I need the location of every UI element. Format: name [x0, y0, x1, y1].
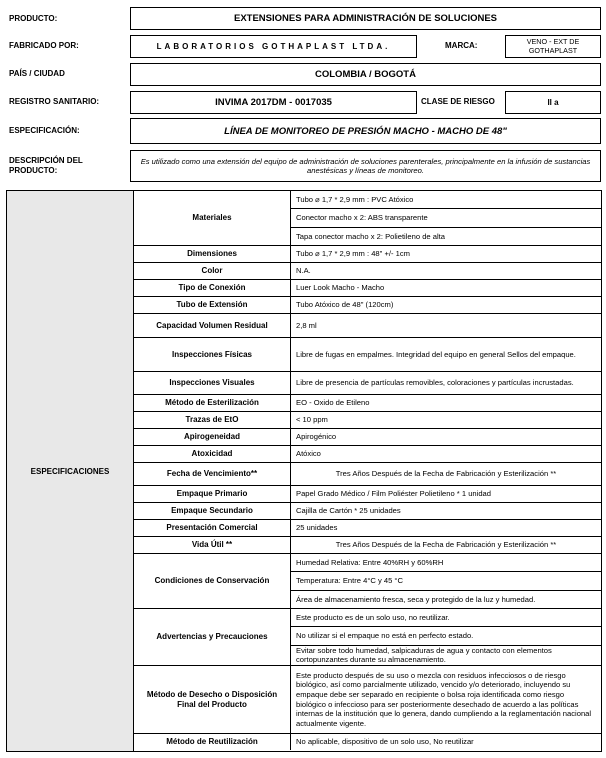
- spec-row-name: Advertencias y Precauciones: [134, 609, 291, 665]
- clase-label: CLASE DE RIESGO: [421, 97, 495, 106]
- spec-value: 2,8 ml: [296, 320, 317, 330]
- spec-row: [134, 666, 601, 734]
- spec-row-name: Vida Útil **: [134, 537, 291, 553]
- descripcion-value: Es utilizado como una extensión del equipo de administración de soluciones parenterales, principalmente en la infusión de sustancias anestésicas y líneas de monitoreo.: [130, 150, 601, 182]
- spec-row: [134, 503, 601, 520]
- spec-value: 25 unidades: [296, 523, 338, 533]
- spec-value: Luer Look Macho - Macho: [296, 283, 385, 293]
- spec-value: Atóxico: [296, 449, 321, 459]
- spec-row-values: [291, 338, 601, 371]
- spec-row-values: [291, 503, 601, 519]
- spec-row-name: Fecha de Vencimiento**: [134, 463, 291, 485]
- marca-value: VENO - EXT DE GOTHAPLAST: [505, 35, 601, 58]
- registro-value: INVIMA 2017DM - 0017035: [130, 91, 417, 114]
- spec-row-name: Empaque Primario: [134, 486, 291, 502]
- specifications-section-label: ESPECIFICACIONES: [7, 191, 134, 751]
- spec-row-name: Inspecciones Visuales: [134, 372, 291, 394]
- spec-row-values: [291, 280, 601, 296]
- descripcion-label: DESCRIPCIÓN DEL PRODUCTO:: [9, 156, 83, 175]
- spec-row-values: [291, 372, 601, 394]
- spec-value: < 10 ppm: [296, 415, 328, 425]
- spec-value: EO - Oxido de Etileno: [296, 398, 370, 408]
- spec-row: [134, 734, 601, 750]
- spec-row-values: [291, 191, 601, 245]
- spec-row-values: [291, 537, 601, 553]
- spec-value: Tubo ⌀ 1,7 * 2,9 mm : PVC Atóxico: [291, 191, 601, 209]
- spec-value: Apirogénico: [296, 432, 337, 442]
- spec-row: [134, 412, 601, 429]
- spec-row: [134, 395, 601, 412]
- spec-row-name: Método de Esterilización: [134, 395, 291, 411]
- spec-row-name: Presentación Comercial: [134, 520, 291, 536]
- spec-value: Conector macho x 2: ABS transparente: [291, 209, 601, 227]
- especificacion-value: LÍNEA DE MONITOREO DE PRESIÓN MACHO - MACHO DE 48": [130, 118, 601, 144]
- spec-row-values: [291, 609, 601, 665]
- spec-row-values: [291, 520, 601, 536]
- spec-value: No aplicable, dispositivo de un solo uso, No reutilizar: [296, 737, 474, 747]
- spec-row-values: [291, 314, 601, 337]
- spec-row: [134, 372, 601, 395]
- spec-row: [134, 297, 601, 314]
- spec-row-values: [291, 734, 601, 750]
- spec-row: [134, 429, 601, 446]
- spec-row-name: Inspecciones Físicas: [134, 338, 291, 371]
- producto-label: PRODUCTO:: [9, 14, 58, 23]
- pais-label: PAÍS / CIUDAD: [9, 69, 65, 78]
- especificacion-label: ESPECIFICACIÓN:: [9, 126, 80, 135]
- spec-row-name: Materiales: [134, 191, 291, 245]
- specifications-table: [6, 190, 602, 752]
- spec-row: [134, 554, 601, 609]
- spec-value: Tapa conector macho x 2: Polietileno de alta: [296, 231, 446, 241]
- spec-row: [134, 280, 601, 297]
- spec-row: [134, 263, 601, 280]
- fabricado-label: FABRICADO POR:: [9, 41, 79, 50]
- spec-row-name: Trazas de EtO: [134, 412, 291, 428]
- spec-row-name: Capacidad Volumen Residual: [134, 314, 291, 337]
- spec-row-name: Apirogeneidad: [134, 429, 291, 445]
- clase-value: II a: [505, 91, 601, 114]
- registro-label: REGISTRO SANITARIO:: [9, 97, 100, 106]
- spec-row-values: [291, 395, 601, 411]
- spec-row-values: [291, 554, 601, 608]
- spec-value: No utilizar si el empaque no está en perfecto estado.: [291, 627, 601, 645]
- spec-value: N.A.: [296, 266, 311, 276]
- spec-row-name: Empaque Secundario: [134, 503, 291, 519]
- spec-row: [134, 520, 601, 537]
- spec-value: Humedad Relativa: Entre 40%RH y 60%RH: [291, 554, 601, 572]
- spec-row: [134, 486, 601, 503]
- spec-value: Papel Grado Médico / Film Poliéster Polietileno * 1 unidad: [296, 489, 492, 499]
- spec-row: [134, 246, 601, 263]
- spec-row-values: [291, 463, 601, 485]
- spec-value: Este producto después de su uso o mezcla con residuos infecciosos o de riesgo biológico, así como parcialmente utilizado, vencido y/o deteriorado, incluyendo su empaque debe ser separado en recipiente o bolsa roja identificada como riesgo biológico o infeccioso para ser posteriormente desechado de acuerdo a las políticas internas de la institución que lo genera, dando cumpliendo a la reglamentación nacional actualmente vigente.: [296, 670, 592, 728]
- spec-row-name: Condiciones de Conservación: [134, 554, 291, 608]
- marca-label: MARCA:: [445, 41, 478, 50]
- spec-row-values: [291, 246, 601, 262]
- spec-row: [134, 314, 601, 338]
- spec-row-values: [291, 297, 601, 313]
- specifications-rows: [134, 191, 601, 751]
- spec-value: Libre de presencia de partículas removibles, coloraciones y partículas incrustadas.: [296, 378, 574, 388]
- spec-value: Cajilla de Cartón * 25 unidades: [296, 506, 401, 516]
- spec-row-name: Método de Desecho o Disposición Final del Producto: [134, 666, 291, 733]
- spec-row: [134, 609, 601, 666]
- spec-row-name: Atoxicidad: [134, 446, 291, 462]
- spec-row-name: Dimensiones: [134, 246, 291, 262]
- spec-value: Área de almacenamiento fresca, seca y protegido de la luz y humedad.: [296, 594, 536, 604]
- spec-row-values: [291, 263, 601, 279]
- spec-row-name: Tubo de Extensión: [134, 297, 291, 313]
- spec-value: Evitar sobre todo humedad, salpicaduras de agua y contacto con elementos cortopunzantes durante su almacenamiento.: [296, 645, 552, 665]
- spec-value: Tubo ⌀ 1,7 * 2,9 mm : 48" +/- 1cm: [296, 249, 410, 259]
- spec-row: [134, 446, 601, 463]
- spec-value: Tres Años Después de la Fecha de Fabricación y Esterilización **: [335, 540, 557, 550]
- spec-row-values: [291, 486, 601, 502]
- fabricado-value: LABORATORIOS GOTHAPLAST LTDA.: [130, 35, 417, 58]
- spec-row: [134, 537, 601, 554]
- spec-row-name: Método de Reutilización: [134, 734, 291, 750]
- pais-value: COLOMBIA / BOGOTÁ: [130, 63, 601, 86]
- spec-value: Este producto es de un solo uso, no reutilizar.: [291, 609, 601, 627]
- spec-value: Libre de fugas en empalmes. Integridad del equipo en general Sellos del empaque.: [296, 349, 576, 359]
- spec-row-values: [291, 412, 601, 428]
- spec-row-name: Color: [134, 263, 291, 279]
- spec-row: [134, 338, 601, 372]
- spec-row-name: Tipo de Conexión: [134, 280, 291, 296]
- spec-row-values: [291, 429, 601, 445]
- spec-row-values: [291, 446, 601, 462]
- producto-value: EXTENSIONES PARA ADMINISTRACIÓN DE SOLUCIONES: [130, 7, 601, 30]
- spec-row: [134, 463, 601, 486]
- spec-value: Tubo Atóxico de 48" (120cm): [296, 300, 394, 310]
- spec-value: Tres Años Después de la Fecha de Fabricación y Esterilización **: [335, 469, 557, 479]
- spec-value: Temperatura: Entre 4°C y 45 °C: [291, 572, 601, 590]
- spec-row-values: [291, 666, 601, 733]
- spec-row: [134, 191, 601, 246]
